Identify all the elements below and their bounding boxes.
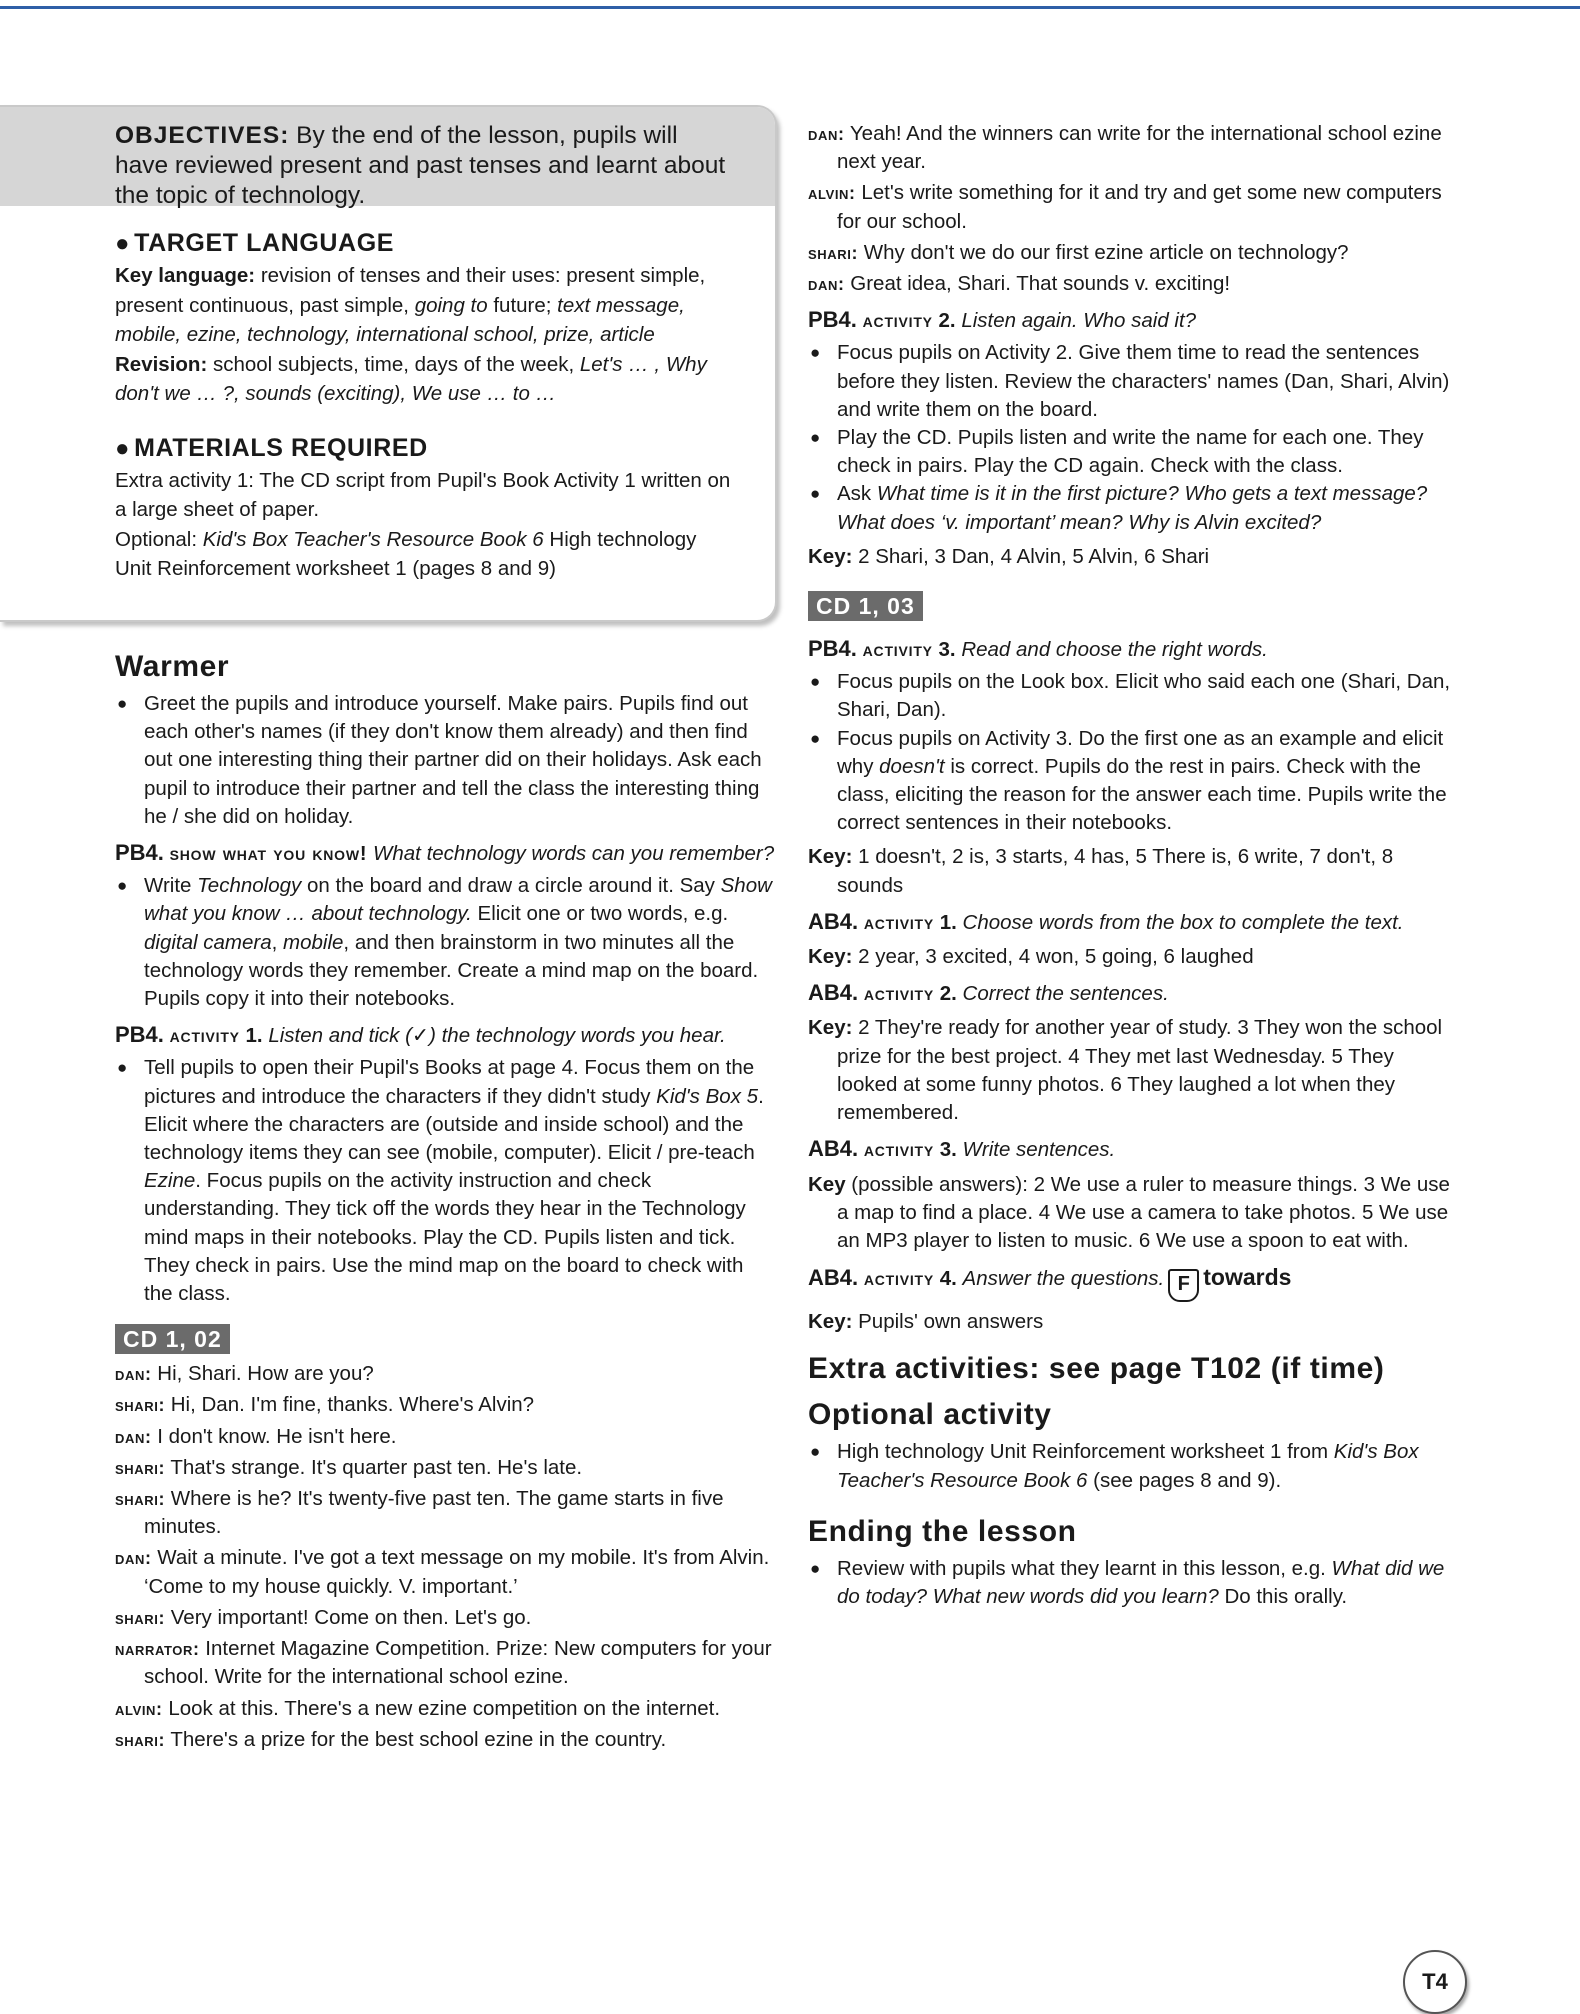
script-line: narrator: Internet Magazine Competition. Prize: New computers for your school. Write for the international school ezine.	[115, 1637, 772, 1689]
extra-activities-heading: Extra activities: see page T102 (if time)	[808, 1352, 1385, 1386]
key-language: Key language: revision of tenses and their uses: present simple, present continuous, past simple, going to future; text message, mobile, ezine, technology, international school, prize, article	[115, 264, 706, 346]
right-column	[808, 120, 1458, 1611]
script-line: dan: I don't know. He isn't here.	[115, 1424, 397, 1448]
towards-label: towards	[1203, 1264, 1292, 1291]
pb4-act1-heading: PB4. activity 1. Listen and tick (✓) the technology words you hear.	[115, 1022, 726, 1048]
ending-heading: Ending the lesson	[808, 1514, 1077, 1548]
script-line: dan: Hi, Shari. How are you?	[115, 1362, 374, 1386]
materials-line-1: Extra activity 1: The CD script from Pupil's Book Activity 1 written on a large sheet of paper.	[115, 468, 731, 521]
materials-heading: ● MATERIALS REQUIRED	[115, 433, 428, 462]
pb4-act3-bullet-1: ● Focus pupils on the Look box. Elicit who said each one (Shari, Dan, Shari, Dan).	[810, 670, 1451, 722]
script-line: shari: Very important! Come on then. Let's go.	[115, 1605, 532, 1629]
materials-line-2: Optional: Kid's Box Teacher's Resource Book 6 High technology Unit Reinforcement worksheet 1 (pages 8 and 9)	[115, 527, 697, 580]
pb4-act2-bullet-1: ● Focus pupils on Activity 2. Give them time to read the sentences before they listen. Review the characters' names (Dan, Shari, Alvin) and write them on the board.	[810, 341, 1450, 421]
ab4-act1-key: Key: 2 year, 3 excited, 4 won, 5 going, 6 laughed	[808, 945, 1254, 969]
pb4-act1-bullet: ● Tell pupils to open their Pupil's Books at page 4. Focus them on the pictures and introduce the characters if they didn't study Kid's Box 5. Elicit where the characters are (outside and inside school) and the technology items they can see (mobile, computer). Elicit / pre-teach Ezine. Focus pupils on the activity instruction and check understanding. They tick off the words they hear in the Technology mind maps in their notebooks. Play the CD. Pupils listen and tick. They check in pairs. Use the mind map on the board to check with the class.	[117, 1056, 764, 1306]
script-line: alvin: Look at this. There's a new ezine competition on the internet.	[115, 1696, 721, 1720]
script-line: shari: Why don't we do our first ezine article on technology?	[808, 240, 1349, 264]
ab4-act1-heading: AB4. activity 1. Choose words from the box to complete the text.	[808, 908, 1404, 934]
shield-f-icon: F	[1168, 1269, 1199, 1302]
pb4-act3-key: Key: 1 doesn't, 2 is, 3 starts, 4 has, 5 There is, 6 write, 7 don't, 8 sounds	[808, 845, 1394, 897]
script-line: dan: Wait a minute. I've got a text message on my mobile. It's from Alvin. ‘Come to my house quickly. V. important.’	[115, 1546, 770, 1598]
ab4-act3-heading: AB4. activity 3. Write sentences.	[808, 1136, 1116, 1162]
script-line: shari: Hi, Dan. I'm fine, thanks. Where's Alvin?	[115, 1393, 535, 1417]
bullet-icon: ●	[115, 434, 131, 462]
pb4-act2-bullet-3: ● Ask What time is it in the first picture? Who gets a text message? What does ‘v. important’ mean? Why is Alvin excited?	[810, 482, 1428, 534]
pb4-act3-bullet-2: ● Focus pupils on Activity 3. Do the first one as an example and elicit why doesn't is correct. Pupils do the rest in pairs. Check with the class, eliciting the reason for the answer each time. Pupils write the correct sentences in their notebooks.	[810, 726, 1447, 835]
ending-bullet: ● Review with pupils what they learnt in this lesson, e.g. What did we do today? What new words did you learn? Do this orally.	[810, 1556, 1445, 1608]
pb4-act2-key: Key: 2 Shari, 3 Dan, 4 Alvin, 5 Alvin, 6 Shari	[808, 544, 1210, 568]
objectives-text: By the end of the lesson, pupils will have reviewed present and past tenses and learnt about the topic of technology.	[115, 122, 726, 209]
pb4-act2-bullet-2: ● Play the CD. Pupils listen and write the name for each one. They check in pairs. Play the CD again. Check with the class.	[810, 426, 1424, 478]
pb4-show-heading: PB4. show what you know! What technology words can you remember?	[115, 840, 775, 866]
script-line: shari: There's a prize for the best school ezine in the country.	[115, 1727, 667, 1751]
cd-03-label: CD 1, 03	[808, 591, 923, 621]
pb4-act2-heading: PB4. activity 2. Listen again. Who said it?	[808, 307, 1197, 333]
optional-activity-heading: Optional activity	[808, 1398, 1052, 1432]
ab4-act2-heading: AB4. activity 2. Correct the sentences.	[808, 980, 1169, 1006]
pb4-act3-heading: PB4. activity 3. Read and choose the right words.	[808, 636, 1268, 662]
ab4-act3-key: Key (possible answers): 2 We use a ruler to measure things. 3 We use a map to find a place. 4 We use a camera to take photos. 5 We use an MP3 player to listen to music. 6 We use a spoon to eat with.	[808, 1172, 1450, 1252]
pb4-show-bullet: ● Write Technology on the board and draw a circle around it. Say Show what you know … about technology. Elicit one or two words, e.g. digital camera, mobile, and then brainstorm in two minutes all the technology words they remember. Create a mind map on the board. Pupils copy it into their notebooks.	[117, 874, 772, 1011]
ab4-act2-key: Key: 2 They're ready for another year of study. 3 They won the school prize for the best project. 4 They met last Wednesday. 5 They looked at some funny photos. 6 They laughed a lot when they remembered.	[808, 1016, 1443, 1125]
target-language-heading: ● TARGET LANGUAGE	[115, 229, 395, 257]
script-line: alvin: Let's write something for it and try and get some new computers for our school.	[808, 181, 1442, 233]
script-line: dan: Great idea, Shari. That sounds v. exciting!	[808, 272, 1231, 296]
objectives-label: OBJECTIVES:	[115, 122, 290, 149]
page-number: T4	[1403, 1950, 1467, 2014]
ab4-act4-heading: AB4. activity 4. Answer the questions. F towards	[808, 1263, 1458, 1302]
optional-bullet: ● High technology Unit Reinforcement worksheet 1 from Kid's Box Teacher's Resource Book 6 (see pages 8 and 9).	[810, 1440, 1419, 1492]
ab4-act4-key: Key: Pupils' own answers	[808, 1310, 1044, 1334]
revision: Revision: school subjects, time, days of the week, Let's … , Why don't we … ?, sounds (exciting), We use … to …	[115, 352, 707, 405]
warmer-heading: Warmer	[115, 650, 230, 683]
warmer-bullet: ● Greet the pupils and introduce yourself. Make pairs. Pupils find out each other's names (if they don't know them already) and then find out one interesting thing their partner did on their holidays. Ask each pupil to introduce their partner and tell the class the interesting thing he / she did on holiday.	[117, 692, 762, 828]
script-line: shari: That's strange. It's quarter past ten. He's late.	[115, 1455, 583, 1479]
script-line: dan: Yeah! And the winners can write for the international school ezine next year.	[808, 122, 1442, 174]
objectives-box	[0, 105, 777, 622]
cd-02-label: CD 1, 02	[115, 1324, 230, 1354]
bullet-icon: ●	[115, 230, 131, 257]
objectives	[0, 107, 775, 209]
left-column	[115, 648, 775, 1757]
script-line: shari: Where is he? It's twenty-five past ten. The game starts in five minutes.	[115, 1487, 724, 1539]
top-rule	[0, 6, 1580, 9]
